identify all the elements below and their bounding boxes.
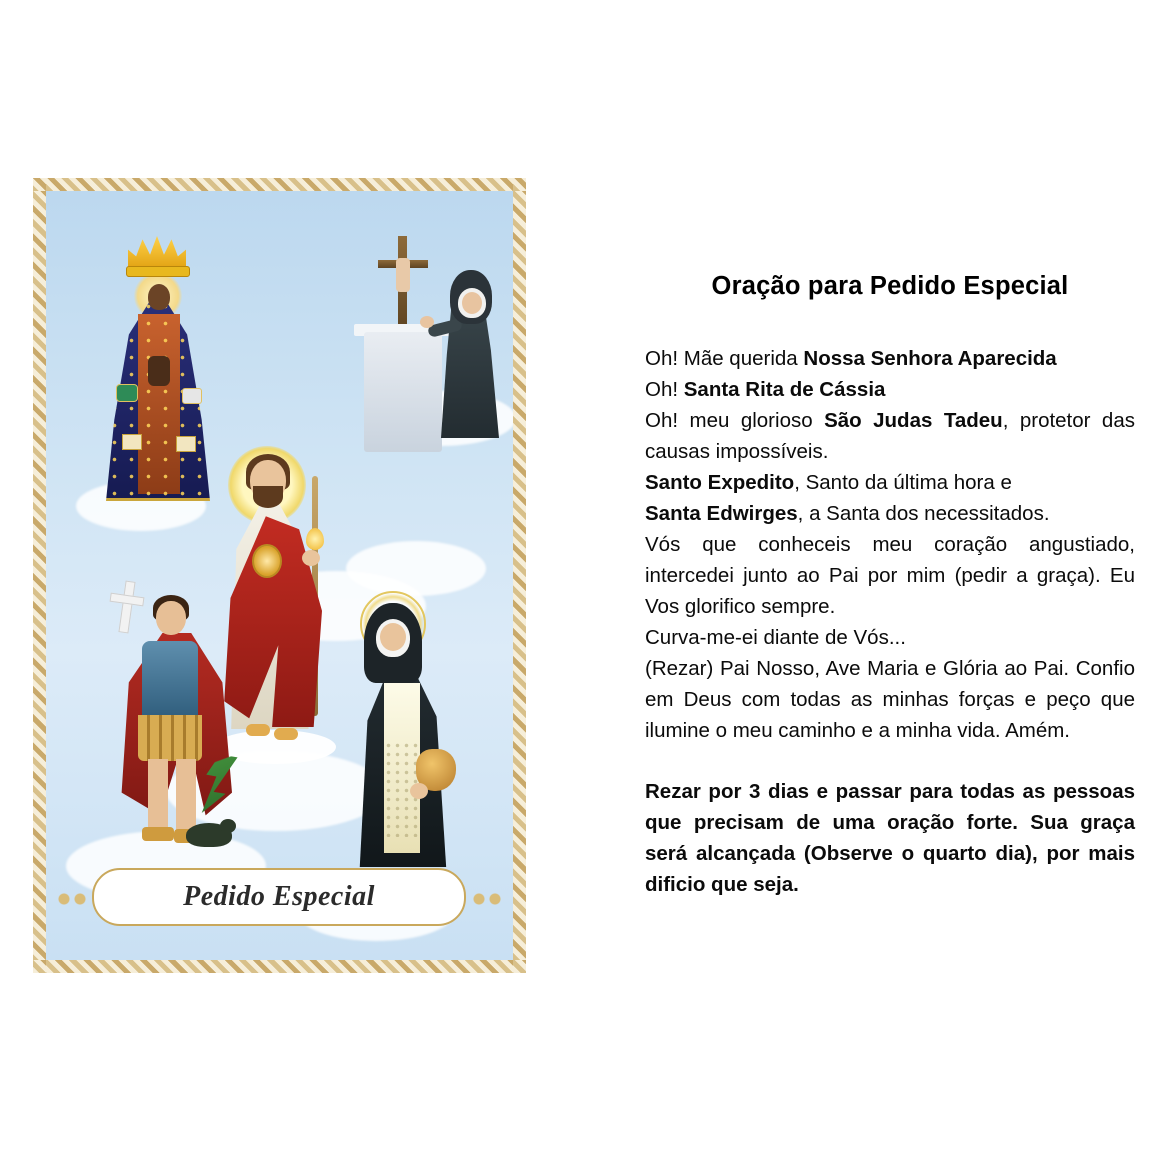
- banner-ornament-right: [467, 885, 507, 913]
- saint-name-edwirges: Santa Edwirges: [645, 502, 798, 525]
- prayer-line: [645, 374, 1135, 405]
- cloud-decoration: [346, 541, 486, 596]
- prayer-line-prefix: Oh! meu glorioso: [645, 409, 825, 432]
- hand: [302, 550, 320, 566]
- card-banner-label: Pedido Especial: [183, 881, 375, 912]
- prayer-line-prefix: Oh! Mãe querida: [645, 347, 804, 370]
- child-figure: [148, 356, 170, 386]
- prayer-instruction-note: Rezar por 3 dias e passar para todas as pessoas que precisam de uma oração forte. Sua graça será alcançada (Observe o quarto dia), por mais dificio que seja.: [645, 780, 1135, 896]
- foot-left: [246, 724, 270, 736]
- armor-skirt: [138, 715, 202, 761]
- prayer-line-suffix: , protetor das causas impossíveis.: [645, 409, 1135, 463]
- face: [148, 284, 170, 310]
- prayer-line: Vós que conheceis meu coração angustiado, intercedei junto ao Pai por mim (pedir a graça). Eu Vos glorifico sempre.: [645, 533, 1135, 618]
- mantle-emblem-left: [116, 384, 138, 402]
- figure-santa-rita-de-cassia: [346, 236, 501, 466]
- roman-armor: [142, 641, 198, 719]
- saint-name-judas: São Judas Tadeu: [824, 409, 1003, 432]
- leg-left: [148, 759, 168, 833]
- beard: [253, 486, 283, 508]
- foot-right: [274, 728, 298, 740]
- saint-name-aparecida: Nossa Senhora Aparecida: [803, 347, 1057, 370]
- face: [462, 292, 482, 314]
- prayer-line: [645, 467, 1135, 498]
- saint-name-rita: Santa Rita de Cássia: [683, 378, 886, 401]
- prayer-line-suffix: , Santo da última hora e: [794, 471, 1012, 494]
- medallion-icon: [252, 544, 282, 578]
- saint-name-expedito: Santo Expedito: [645, 471, 795, 494]
- leg-right: [176, 759, 196, 833]
- prayer-panel: [645, 272, 1135, 900]
- cross-icon: [118, 581, 135, 634]
- prayer-line: [645, 405, 1135, 467]
- prayer-line: [645, 498, 1135, 529]
- page-title: Oração para Pedido Especial: [711, 272, 1069, 300]
- face: [156, 601, 186, 635]
- crow-head: [220, 819, 236, 833]
- face: [380, 623, 406, 651]
- crown-band: [126, 266, 190, 277]
- holy-card: [33, 178, 526, 973]
- prayer-line-prefix: Oh!: [645, 378, 684, 401]
- prayer-line: Curva-me-ei diante de Vós...: [645, 626, 906, 649]
- sandal-left: [142, 827, 174, 841]
- banner-ornament-left: [52, 885, 92, 913]
- mantle-emblem-right: [182, 388, 202, 404]
- mantle-emblem-bottom-right: [176, 436, 196, 452]
- prayer-line: (Rezar) Pai Nosso, Ave Maria e Glória ao Pai. Confio em Deus com todas as minhas forças e peço que ilumine o meu caminho e a minha vida. Amém.: [645, 657, 1135, 742]
- prayer-text: [645, 343, 1135, 746]
- mantle-emblem-bottom-left: [122, 434, 142, 450]
- hand: [420, 316, 434, 328]
- card-illustration: [46, 191, 513, 960]
- prayer-line: [645, 343, 1135, 374]
- altar: [364, 332, 442, 452]
- hand: [410, 783, 428, 799]
- crucifix-corpus: [396, 258, 410, 292]
- crown-icon: [128, 236, 186, 270]
- card-banner: [92, 868, 466, 926]
- figure-santa-edwirges: [338, 591, 468, 881]
- flame-icon: [306, 528, 324, 550]
- prayer-line-suffix: , a Santa dos necessitados.: [797, 502, 1050, 525]
- figure-santo-expedito: [94, 579, 244, 869]
